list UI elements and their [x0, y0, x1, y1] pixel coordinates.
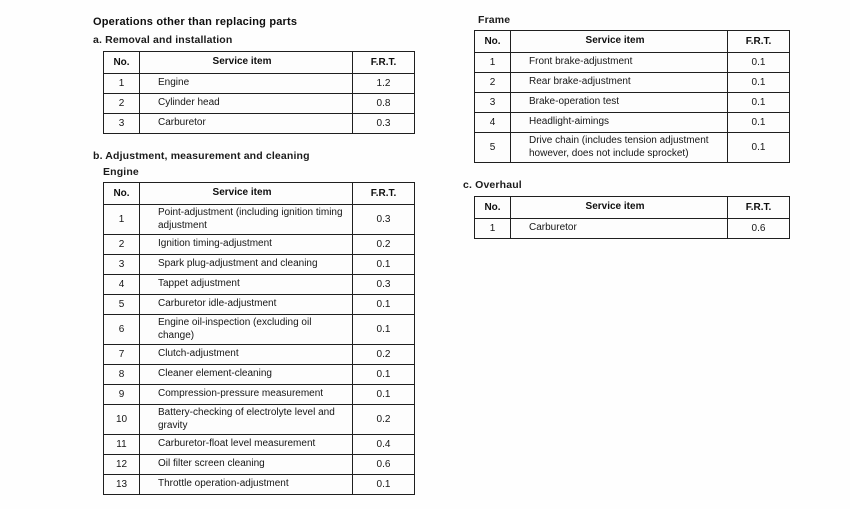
column-header-frt: F.R.T.: [353, 183, 415, 205]
table-row: [104, 114, 415, 134]
service-item-cell: Carburetor-float level measurement: [140, 435, 353, 455]
page-title: Operations other than replacing parts: [93, 16, 298, 28]
frt-value-cell: 0.1: [353, 385, 415, 405]
row-number-cell: 2: [475, 73, 511, 93]
frt-value-cell: 0.4: [353, 435, 415, 455]
frt-value-cell: 0.1: [728, 73, 790, 93]
table-row: [104, 74, 415, 94]
engine-adjustment-table: [103, 182, 415, 495]
column-header-no: No.: [475, 197, 511, 219]
frt-value-cell: 0.1: [353, 295, 415, 315]
table-row: [104, 475, 415, 495]
frame-sublabel: Frame: [478, 14, 511, 26]
frt-value-cell: 0.1: [728, 53, 790, 73]
frt-value-cell: 0.1: [728, 93, 790, 113]
service-item-cell: Oil filter screen cleaning: [140, 455, 353, 475]
frt-value-cell: 0.8: [353, 94, 415, 114]
frt-value-cell: 0.1: [728, 133, 790, 163]
row-number-cell: 11: [104, 435, 140, 455]
column-header-no: No.: [104, 52, 140, 74]
row-number-cell: 3: [104, 114, 140, 134]
section-b-label: b. Adjustment, measurement and cleaning: [93, 150, 310, 162]
frt-value-cell: 0.1: [728, 113, 790, 133]
engine-sublabel: Engine: [103, 166, 139, 178]
section-c-label: c. Overhaul: [463, 179, 522, 191]
column-header-no: No.: [104, 183, 140, 205]
table-row: [104, 94, 415, 114]
column-header-frt: F.R.T.: [353, 52, 415, 74]
row-number-cell: 3: [475, 93, 511, 113]
table-row: [104, 255, 415, 275]
table-row: [475, 219, 790, 239]
row-number-cell: 2: [104, 235, 140, 255]
table-row: [475, 93, 790, 113]
frt-value-cell: 0.3: [353, 275, 415, 295]
frt-value-cell: 0.1: [353, 255, 415, 275]
column-header-service-item: Service item: [140, 52, 353, 74]
frt-value-cell: 0.6: [353, 455, 415, 475]
column-header-no: No.: [475, 31, 511, 53]
right-column: [463, 14, 793, 239]
row-number-cell: 10: [104, 405, 140, 435]
table-row: [475, 113, 790, 133]
service-item-cell: Rear brake-adjustment: [511, 73, 728, 93]
service-item-cell: Spark plug-adjustment and cleaning: [140, 255, 353, 275]
service-item-cell: Throttle operation-adjustment: [140, 475, 353, 495]
column-header-service-item: Service item: [511, 31, 728, 53]
row-number-cell: 4: [475, 113, 511, 133]
frt-value-cell: 0.6: [728, 219, 790, 239]
row-number-cell: 5: [475, 133, 511, 163]
service-item-cell: Carburetor idle-adjustment: [140, 295, 353, 315]
service-item-cell: Carburetor: [140, 114, 353, 134]
table-row: [104, 385, 415, 405]
service-item-cell: Drive chain (includes tension adjustment however, does not include sprocket): [511, 133, 728, 163]
frt-value-cell: 0.3: [353, 114, 415, 134]
row-number-cell: 5: [104, 295, 140, 315]
column-header-frt: F.R.T.: [728, 197, 790, 219]
service-item-cell: Engine: [140, 74, 353, 94]
removal-installation-table: [103, 51, 415, 134]
row-number-cell: 4: [104, 275, 140, 295]
service-item-cell: Ignition timing-adjustment: [140, 235, 353, 255]
row-number-cell: 9: [104, 385, 140, 405]
service-item-cell: Point-adjustment (including ignition timing adjustment: [140, 205, 353, 235]
row-number-cell: 7: [104, 345, 140, 365]
service-item-cell: Compression-pressure measurement: [140, 385, 353, 405]
service-item-cell: Cleaner element-cleaning: [140, 365, 353, 385]
service-item-cell: Clutch-adjustment: [140, 345, 353, 365]
frt-value-cell: 0.2: [353, 235, 415, 255]
table-row: [104, 365, 415, 385]
table-row: [104, 405, 415, 435]
frt-value-cell: 0.2: [353, 345, 415, 365]
frame-table: [474, 30, 790, 163]
row-number-cell: 1: [475, 53, 511, 73]
row-number-cell: 2: [104, 94, 140, 114]
row-number-cell: 13: [104, 475, 140, 495]
row-number-cell: 12: [104, 455, 140, 475]
section-a-label: a. Removal and installation: [93, 34, 233, 46]
service-item-cell: Cylinder head: [140, 94, 353, 114]
service-item-cell: Carburetor: [511, 219, 728, 239]
frt-value-cell: 0.2: [353, 405, 415, 435]
service-item-cell: Engine oil-inspection (excluding oil change): [140, 315, 353, 345]
table-row: [104, 295, 415, 315]
row-number-cell: 1: [104, 205, 140, 235]
frt-value-cell: 1.2: [353, 74, 415, 94]
table-row: [104, 315, 415, 345]
service-item-cell: Battery-checking of electrolyte level and gravity: [140, 405, 353, 435]
left-column: [93, 16, 418, 495]
table-header-row: [104, 183, 415, 205]
table-row: [475, 133, 790, 163]
table-row: [104, 455, 415, 475]
table-row: [104, 205, 415, 235]
service-item-cell: Tappet adjustment: [140, 275, 353, 295]
row-number-cell: 1: [104, 74, 140, 94]
table-header-row: [104, 52, 415, 74]
overhaul-table: [474, 196, 790, 239]
table-header-row: [475, 197, 790, 219]
row-number-cell: 6: [104, 315, 140, 345]
column-header-frt: F.R.T.: [728, 31, 790, 53]
row-number-cell: 1: [475, 219, 511, 239]
column-header-service-item: Service item: [511, 197, 728, 219]
service-item-cell: Headlight-aimings: [511, 113, 728, 133]
column-header-service-item: Service item: [140, 183, 353, 205]
frt-value-cell: 0.3: [353, 205, 415, 235]
frt-value-cell: 0.1: [353, 315, 415, 345]
table-row: [104, 275, 415, 295]
frt-value-cell: 0.1: [353, 365, 415, 385]
service-item-cell: Front brake-adjustment: [511, 53, 728, 73]
table-row: [475, 53, 790, 73]
table-row: [104, 435, 415, 455]
frt-value-cell: 0.1: [353, 475, 415, 495]
row-number-cell: 3: [104, 255, 140, 275]
table-header-row: [475, 31, 790, 53]
row-number-cell: 8: [104, 365, 140, 385]
table-row: [104, 235, 415, 255]
table-row: [475, 73, 790, 93]
table-row: [104, 345, 415, 365]
service-item-cell: Brake-operation test: [511, 93, 728, 113]
